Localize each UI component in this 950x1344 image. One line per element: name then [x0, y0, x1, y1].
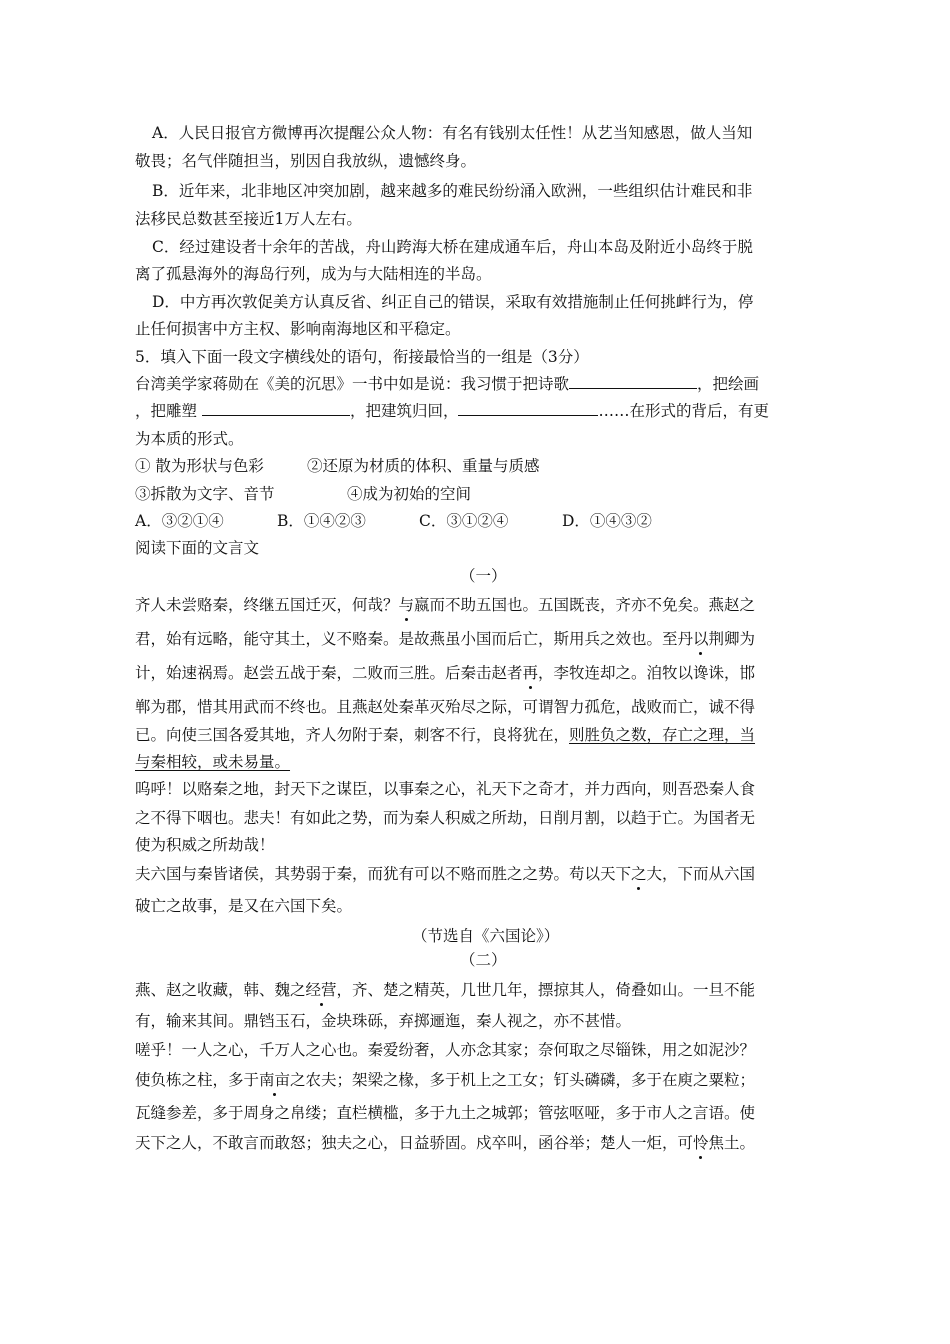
passage5-line1: 嗟乎！一人之心，千万人之心也。秦爱纷奢，人亦念其家；奈何取之尽锱铢，用之如泥沙？	[135, 1041, 756, 1059]
q5-passage-line3: 为本质的形式。	[135, 430, 244, 448]
passage-text: ，李牧连却之。洎牧以谗诛，邯	[538, 664, 756, 682]
q5-stem: 5．填入下面一段文字横线处的语句，衔接最恰当的一组是（3分）	[135, 348, 589, 366]
passage-text: 之农夫；架梁之椽，多于机上之工女；钉头磷磷，多于在庾之粟粒；	[290, 1071, 756, 1089]
passage1-line3	[135, 663, 755, 683]
emphasized-char: 以	[693, 630, 709, 648]
passage1-line5	[135, 725, 755, 745]
passage-text: 夫六国与秦皆诸侯，其势弱于秦，而犹有可以不赂而胜之之势。苟以天下	[135, 865, 632, 883]
passage1-line4: 郸为郡，惜其用武而不终也。且燕赵处秦革灭殆尽之际，可谓智力孤危，战败而亡，诚不得	[135, 698, 756, 716]
q4-option-a-line1: A．人民日报官方微博再次提醒公众人物：有名有钱别太任性！从艺当知感恩，做人当知	[152, 124, 753, 142]
emphasized-char: 与	[398, 596, 415, 614]
passage1-line1	[135, 595, 755, 615]
passage1-line6	[135, 752, 290, 772]
underlined-sentence: 与秦相较，或未易量。	[135, 753, 291, 771]
q4-option-c-line2: 离了孤悬海外的海岛行列，成为与大陆相连的半岛。	[135, 265, 492, 283]
passage-text: 使负栋之柱，多于	[135, 1071, 260, 1089]
passage5-line2	[135, 1070, 755, 1090]
blank-2	[202, 401, 350, 416]
passage5-line4	[135, 1133, 755, 1153]
passage-text: 君，始有远略，能守其土，义不赂秦。是故燕虽小国而后亡，斯用兵之效也。至丹	[135, 630, 694, 648]
passage-text: 已。向使三国各爱其地，齐人勿附于秦，刺客不行，良将犹在，	[135, 726, 570, 744]
q4-option-a-line2: 敬畏；名气伴随担当，别因自我放纵，遗憾终身。	[135, 152, 477, 170]
q4-option-b-line1: B．近年来，北非地区冲突加剧，越来越多的难民纷纷涌入欧洲，一些组织估计难民和非	[152, 182, 753, 200]
passage-text: 齐人未尝赂秦，终继五国迁灭，何哉？	[135, 596, 399, 614]
q5-passage-text: ，把雕塑	[135, 402, 202, 420]
q5-choice-c: C．③①②④	[419, 512, 509, 530]
emphasized-char: 之	[631, 865, 647, 883]
q5-passage-text: ，把建筑归回，	[349, 402, 459, 420]
q5-item-1: ① 散为形状与色彩	[135, 457, 264, 475]
q4-option-d-line1: D．中方再次敦促美方认真反省、纠正自己的错误，采取有效措施制止任何挑衅行为，停	[152, 293, 754, 311]
passage3-line2: 破亡之故事，是又在六国下矣。	[135, 897, 353, 915]
passage-text: 天下之人，不敢言而敢怒；独夫之心，日益骄固。戍卒叫，函谷举；楚人一炬，可	[135, 1134, 694, 1152]
section-heading-1: （一）	[460, 567, 507, 585]
passage-text: 大，下而从六国	[646, 865, 756, 883]
passage2-line1: 呜呼！以赂秦之地，封天下之谋臣，以事秦之心，礼天下之奇才，并力西向，则吾恐秦人食	[135, 780, 756, 798]
emphasized-char: 再	[522, 664, 539, 682]
passage-text: 荆卿为	[708, 630, 756, 648]
q5-item-3: ③拆散为文字、音节	[135, 485, 275, 503]
blank-1	[569, 374, 697, 389]
q5-choice-a: A．③②①④	[135, 512, 224, 530]
blank-3	[458, 401, 598, 416]
passage2-line2: 之不得下咽也。悲夫！有如此之势，而为秦人积威之所劫，日削月割，以趋于亡。为国者无	[135, 809, 756, 827]
underlined-sentence: 则胜负之数，存亡之理，当	[569, 726, 756, 744]
emphasized-char: 怜	[693, 1134, 709, 1152]
q5-passage-line2	[135, 401, 769, 421]
reading-intro: 阅读下面的文言文	[135, 539, 260, 557]
q5-choice-b: B．①④②③	[277, 512, 366, 530]
passage5-line3: 瓦缝参差，多于周身之帛缕；直栏横槛，多于九土之城郭；管弦呕哑，多于市人之言语。使	[135, 1104, 756, 1122]
passage2-line3: 使为积威之所劫哉！	[135, 836, 275, 854]
q5-item-2: ②还原为材质的体积、重量与质感	[307, 457, 540, 475]
passage-text: ，齐、楚之精英，几世几年，摽掠其人，倚叠如山。一旦不能	[336, 981, 756, 999]
q5-passage-text: ……在形式的背后，有更	[598, 402, 769, 420]
q5-passage-text: ，把绘画	[697, 375, 760, 393]
q5-choice-d: D．①④③②	[562, 512, 652, 530]
passage-text: 嬴而不助五国也。五国既丧，齐亦不免矣。燕赵之	[414, 596, 756, 614]
q4-option-d-line2: 止任何损害中方主权、影响南海地区和平稳定。	[135, 320, 461, 338]
passage-text: 计，始速祸焉。赵尝五战于秦，二败而三胜。后秦击赵者	[135, 664, 523, 682]
passage-text: 燕、赵之收藏，韩、魏之	[135, 981, 306, 999]
passage4-line1	[135, 980, 755, 1000]
section-heading-2: （二）	[460, 951, 507, 969]
q4-option-c-line1: C．经过建设者十余年的苦战，舟山跨海大桥在建成通车后，舟山本岛及附近小岛终于脱	[152, 238, 753, 256]
emphasized-char: 经营	[305, 981, 337, 999]
q5-passage-line1	[135, 374, 759, 394]
q5-item-4: ④成为初始的空间	[347, 485, 472, 503]
source-note: （节选自《六国论》）	[412, 927, 560, 945]
q4-option-b-line2: 法移民总数甚至接近1万人左右。	[135, 210, 362, 228]
passage-text: 焦土。	[708, 1134, 756, 1152]
passage4-line2: 有，输来其间。鼎铛玉石，金块珠砾，弃掷逦迤，秦人视之，亦不甚惜。	[135, 1012, 632, 1030]
emphasized-char: 南亩	[259, 1071, 291, 1089]
q5-passage-text: 台湾美学家蒋勋在《美的沉思》一书中如是说：我习惯于把诗歌	[135, 375, 570, 393]
passage1-line2	[135, 629, 755, 649]
passage3-line1	[135, 864, 755, 884]
